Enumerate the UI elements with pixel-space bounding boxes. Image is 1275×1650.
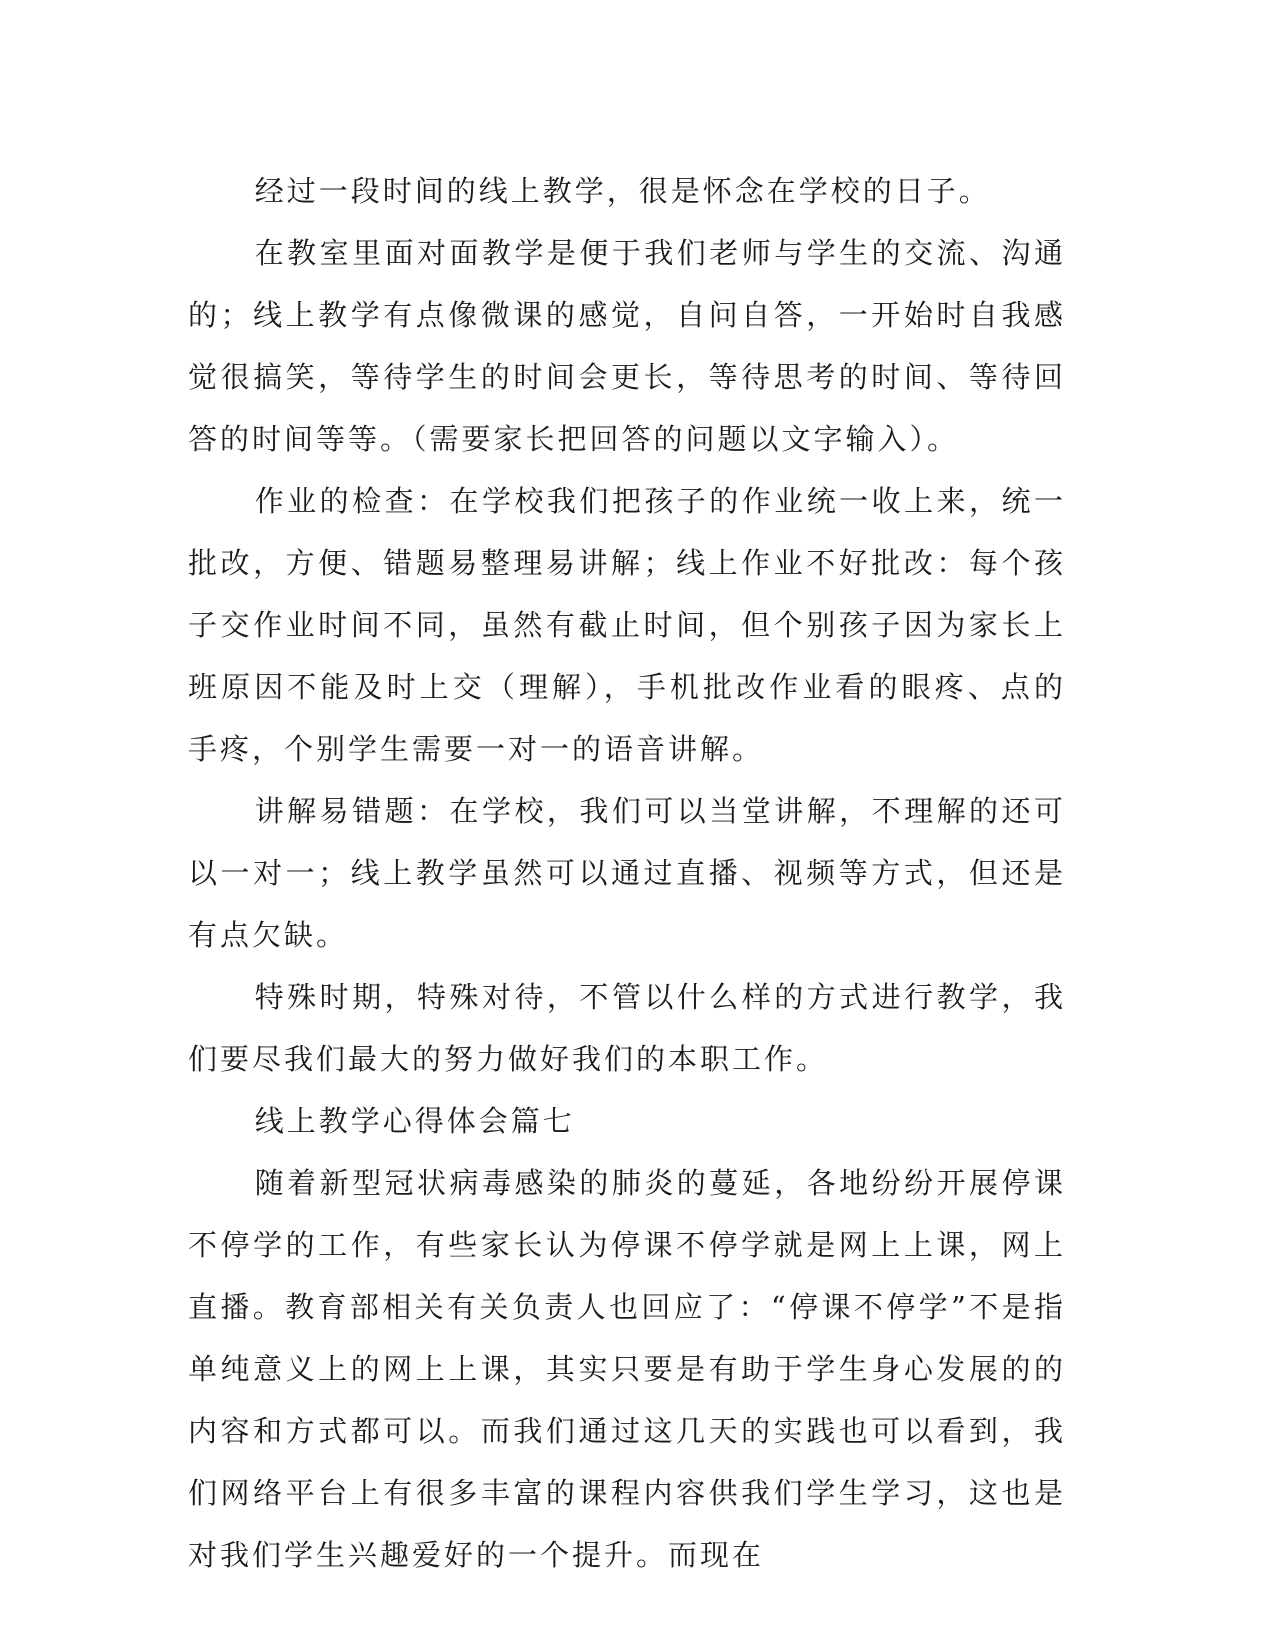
paragraph-5: 特殊时期，特殊对待，不管以什么样的方式进行教学，我们要尽我们最大的努力做好我们的本职工作。 <box>188 980 1066 1076</box>
document-body <box>188 160 1066 1586</box>
paragraph-3: 作业的检查：在学校我们把孩子的作业统一收上来，统一批改，方便、错题易整理易讲解；线上作业不好批改：每个孩子交作业时间不同，虽然有截止时间，但个别孩子因为家长上班原因不能及时上交（理解），手机批改作业看的眼疼、点的手疼，个别学生需要一对一的语音讲解。 <box>188 484 1066 766</box>
section-heading: 线上教学心得体会篇七 <box>254 1104 575 1138</box>
paragraph-4: 讲解易错题：在学校，我们可以当堂讲解，不理解的还可以一对一；线上教学虽然可以通过直播、视频等方式，但还是有点欠缺。 <box>188 794 1066 952</box>
paragraph-6: 随着新型冠状病毒感染的肺炎的蔓延，各地纷纷开展停课不停学的工作，有些家长认为停课不停学就是网上上课，网上直播。教育部相关有关负责人也回应了：“停课不停学”不是指单纯意义上的网上上课，其实只要是有助于学生身心发展的的内容和方式都可以。而我们通过这几天的实践也可以看到，我们网络平台上有很多丰富的课程内容供我们学生学习，这也是对我们学生兴趣爱好的一个提升。而现在 <box>188 1166 1066 1572</box>
paragraph-1: 经过一段时间的线上教学，很是怀念在学校的日子。 <box>254 174 991 208</box>
paragraph-2: 在教室里面对面教学是便于我们老师与学生的交流、沟通的；线上教学有点像微课的感觉，自问自答，一开始时自我感觉很搞笑，等待学生的时间会更长，等待思考的时间、等待回答的时间等等。（需要家长把回答的问题以文字输入）。 <box>188 236 1066 456</box>
